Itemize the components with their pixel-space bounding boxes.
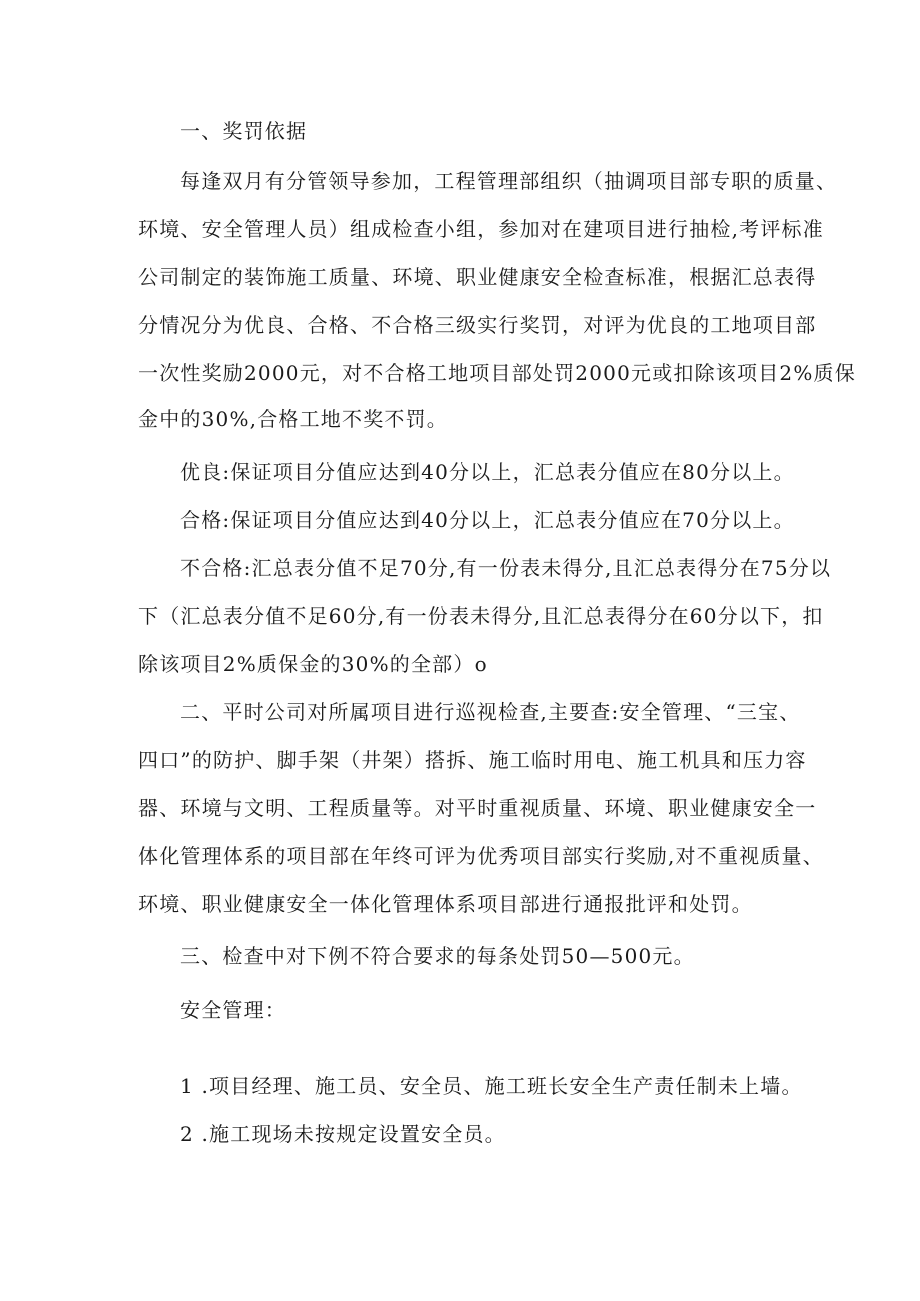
paragraph-line: 每逢双月有分管领导参加，工程管理部组织（抽调项目部专职的质量、 (180, 169, 838, 193)
section-2-line: 环境、职业健康安全一体化管理体系项目部进行通报批评和处罚。 (138, 892, 753, 916)
paragraph-line: 公司制定的装饰施工质量、环境、职业健康安全检查标准，根据汇总表得 (138, 265, 817, 289)
criteria-unqualified-line: 下（汇总表分值不足60分,有一份表未得分,且汇总表得分在60分以下，扣 (138, 604, 824, 628)
paragraph-line: 一次性奖励2000元，对不合格工地项目部处罚2000元或扣除该项目2%质保 (138, 361, 856, 385)
list-item: 2 .施工现场未按规定设置安全员。 (180, 1122, 506, 1146)
list-item: 1 .项目经理、施工员、安全员、施工班长安全生产责任制未上墙。 (180, 1074, 803, 1098)
criteria-unqualified-line: 不合格:汇总表分值不足70分,有一份表未得分,且汇总表得分在75分以 (180, 556, 832, 580)
paragraph-line: 环境、安全管理人员）组成检查小组，参加对在建项目进行抽检,考评标准 (138, 217, 824, 241)
section-2-line: 器、环境与文明、工程质量等。对平时重视质量、环境、职业健康安全一 (138, 796, 817, 820)
criteria-excellent: 优良:保证项目分值应达到40分以上，汇总表分值应在80分以上。 (180, 460, 795, 484)
section-heading-rewards-basis: 一、奖罚依据 (180, 119, 308, 143)
paragraph-line: 金中的30%,合格工地不奖不罚。 (138, 407, 449, 431)
section-2-line: 二、平时公司对所属项目进行巡视检查,主要查:安全管理、“三宝、 (180, 700, 801, 724)
section-2-line: 四口”的防护、脚手架（井架）搭拆、施工临时用电、施工机具和压力容 (138, 748, 807, 772)
safety-management-heading: 安全管理： (180, 998, 286, 1022)
criteria-qualified: 合格:保证项目分值应达到40分以上，汇总表分值应在70分以上。 (180, 508, 795, 532)
section-3-heading: 三、检查中对下例不符合要求的每条处罚50—500元。 (180, 944, 695, 968)
paragraph-line: 分情况分为优良、合格、不合格三级实行奖罚，对评为优良的工地项目部 (138, 313, 817, 337)
section-2-line: 体化管理体系的项目部在年终可评为优秀项目部实行奖励,对不重视质量、 (138, 844, 824, 868)
criteria-unqualified-line: 除该项目2%质保金的30%的全部）o (138, 652, 488, 676)
